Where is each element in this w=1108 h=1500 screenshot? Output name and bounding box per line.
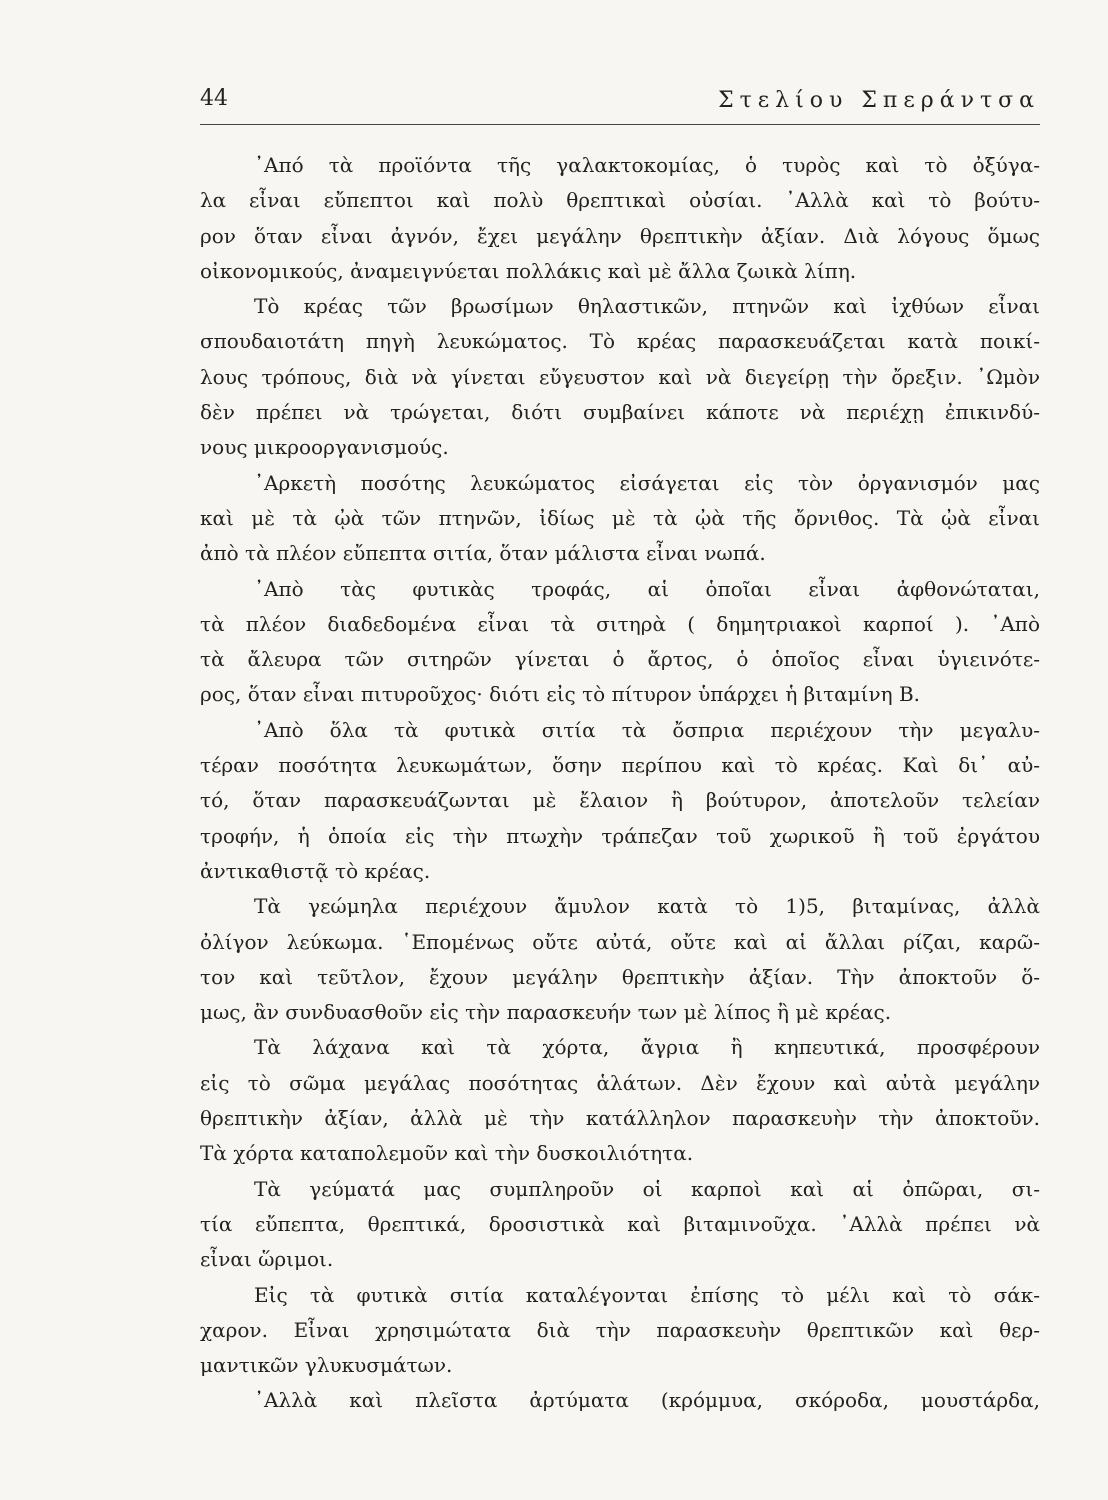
text-line: θρεπτικὴν ἀξίαν, ἀλλὰ μὲ τὴν κατάλληλον παρασκευὴν τὴν ἀποκτοῦν. (200, 1106, 1040, 1131)
text-line: τον καὶ τεῦτλον, ἔχουν μεγάλην θρεπτικὴν ἀξίαν. Τὴν ἀποκτοῦν ὅ- (200, 964, 1040, 989)
text-line: εἶναι ὥριμοι. (200, 1247, 334, 1272)
text-line: τὰ ἄλευρα τῶν σιτηρῶν γίνεται ὁ ἄρτος, ὁ ὁποῖος εἶναι ὑγιεινότε- (200, 647, 1040, 672)
text-line: χαρον. Εἶναι χρησιμώτατα διὰ τὴν παρασκευὴν θρεπτικῶν καὶ θερ- (200, 1317, 1040, 1342)
text-line: τὰ πλέον διαδεδομένα εἶναι τὰ σιτηρὰ ( δημητριακοὶ καρποί ). ᾿Απὸ (200, 611, 1040, 636)
text-line: οἰκονομικούς, ἀναμειγνύεται πολλάκις καὶ μὲ ἄλλα ζωικὰ λίπη. (200, 258, 857, 283)
header-rule (200, 124, 1040, 125)
text-line: σπουδαιοτάτη πηγὴ λευκώματος. Τὸ κρέας παρασκευάζεται κατὰ ποικί- (200, 329, 1040, 354)
text-line: ρον ὅταν εἶναι ἀγνόν, ἔχει μεγάλην θρεπτικὴν ἀξίαν. Διὰ λόγους ὅμως (200, 223, 1040, 248)
text-line: ὀλίγον λεύκωμα. ῾Επομένως οὔτε αὐτά, οὔτε καὶ αἱ ἄλλαι ρίζαι, καρῶ- (200, 929, 1040, 954)
text-line: εἰς τὸ σῶμα μεγάλας ποσότητας ἁλάτων. Δὲν ἔχουν καὶ αὐτὰ μεγάλην (200, 1070, 1040, 1095)
text-line: ἀπὸ τὰ πλέον εὔπεπτα σιτία, ὅταν μάλιστα εἶναι νωπά. (200, 541, 766, 566)
text-line: ᾿Απὸ ὅλα τὰ φυτικὰ σιτία τὰ ὄσπρια περιέχουν τὴν μεγαλυ- (254, 717, 1040, 742)
text-line: Τὰ λάχανα καὶ τὰ χόρτα, ἄγρια ἢ κηπευτικά, προσφέρουν (254, 1035, 1040, 1060)
text-line: καὶ μὲ τὰ ᾠὰ τῶν πτηνῶν, ἰδίως μὲ τὰ ᾠὰ τῆς ὄρνιθος. Τὰ ᾠὰ εἶναι (200, 505, 1040, 530)
text-line: ᾿Απὸ τὰς φυτικὰς τροφάς, αἱ ὁποῖαι εἶναι ἀφθονώταται, (254, 576, 1040, 601)
text-line: ᾿Από τὰ προϊόντα τῆς γαλακτοκομίας, ὁ τυρὸς καὶ τὸ ὀξύγα- (254, 153, 1040, 177)
text-line: λους τρόπους, διὰ νὰ γίνεται εὔγευστον καὶ νὰ διεγείρῃ τὴν ὄρεξιν. ᾿Ωμὸν (200, 364, 1040, 389)
text-line: τία εὔπεπτα, θρεπτικά, δροσιστικὰ καὶ βιταμινοῦχα. ᾿Αλλὰ πρέπει νὰ (200, 1211, 1040, 1236)
text-line: Τὰ γεώμηλα περιέχουν ἄμυλον κατὰ τὸ 1)5, βιταμίνας, ἀλλὰ (254, 894, 1040, 919)
text-line: Τὰ γεύματά μας συμπληροῦν οἱ καρποὶ καὶ αἱ ὀπῶραι, σι- (254, 1176, 1040, 1201)
text-line: μαντικῶν γλυκυσμάτων. (200, 1353, 453, 1378)
text-line: μως, ἂν συνδυασθοῦν εἰς τὴν παρασκευήν των μὲ λίπος ἢ μὲ κρέας. (200, 1000, 892, 1025)
text-line: τέραν ποσότητα λευκωμάτων, ὅσην περίπου καὶ τὸ κρέας. Καὶ δι᾿ αὐ- (200, 753, 1040, 778)
text-line: ᾿Αρκετὴ ποσότης λευκώματος εἰσάγεται εἰς τὸν ὀργανισμόν μας (254, 470, 1040, 495)
text-line: δὲν πρέπει νὰ τρώγεται, διότι συμβαίνει κάποτε νὰ περιέχῃ ἐπικινδύ- (200, 400, 1040, 425)
text-line: τό, ὅταν παρασκευάζωνται μὲ ἔλαιον ἢ βούτυρον, ἀποτελοῦν τελείαν (200, 788, 1040, 813)
text-line: λα εἶναι εὔπεπτοι καὶ πολὺ θρεπτικαὶ οὐσίαι. ᾿Αλλὰ καὶ τὸ βούτυ- (200, 188, 1040, 213)
body-text (200, 148, 1040, 1419)
text-line: ἀντικαθιστᾷ τὸ κρέας. (200, 858, 431, 883)
text-line: Τὸ κρέας τῶν βρωσίμων θηλαστικῶν, πτηνῶν καὶ ἰχθύων εἶναι (254, 294, 1040, 319)
text-line: Εἰς τὰ φυτικὰ σιτία καταλέγονται ἐπίσης τὸ μέλι καὶ τὸ σάκ- (254, 1282, 1040, 1307)
text-line: τροφήν, ἡ ὁποία εἰς τὴν πτωχὴν τράπεζαν τοῦ χωρικοῦ ἢ τοῦ ἐργάτου (200, 823, 1040, 848)
page-number: 44 (200, 86, 228, 111)
text-line: ᾿Αλλὰ καὶ πλεῖστα ἀρτύματα (κρόμμυα, σκόροδα, μουστάρδα, (254, 1388, 1040, 1413)
running-title: Στελίου Σπεράντσα (718, 88, 1040, 113)
text-line: νους μικρoοργανισμούς. (200, 435, 449, 460)
text-line: Τὰ χόρτα καταπολεμοῦν καὶ τὴν δυσκοιλιότητα. (200, 1141, 694, 1166)
text-line: ρος, ὅταν εἶναι πιτυροῦχος· διότι εἰς τὸ πίτυρον ὑπάρχει ἡ βιταμίνη Β. (200, 682, 921, 707)
page-header (200, 86, 1040, 120)
